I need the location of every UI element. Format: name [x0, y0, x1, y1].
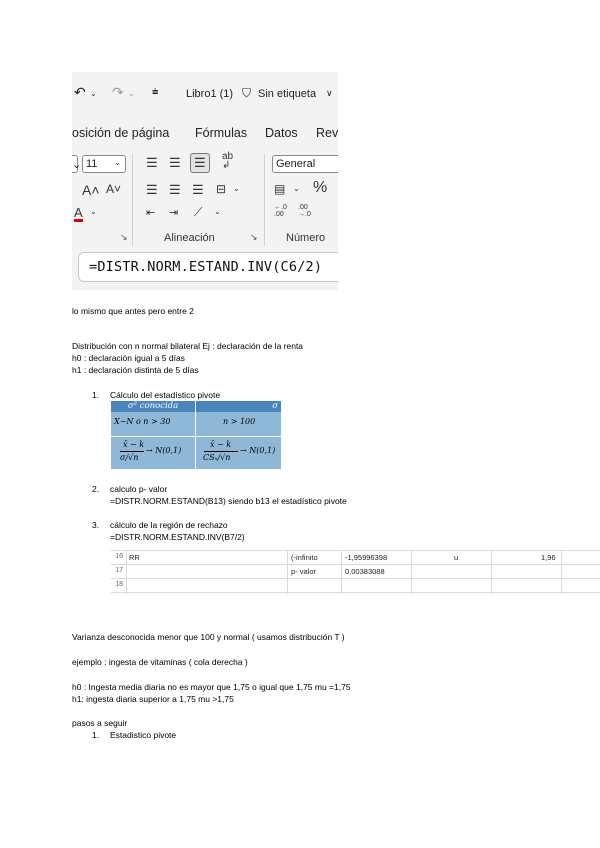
list-number: 2.: [92, 484, 100, 494]
undo-icon[interactable]: ↶: [74, 84, 86, 100]
decimal-inc-bottom: .00: [274, 211, 284, 218]
font-color-dropdown-icon[interactable]: ⌄: [90, 207, 97, 216]
align-middle-icon[interactable]: ☰: [169, 155, 181, 170]
cell[interactable]: RR: [129, 553, 140, 562]
cell[interactable]: (-infinito: [291, 553, 318, 562]
align-left-icon[interactable]: ☰: [146, 182, 158, 197]
pivot-divider: [195, 401, 196, 469]
increase-decimal-icon[interactable]: [274, 204, 287, 218]
font-size-value: 11: [86, 158, 98, 170]
pivot-statistic-table: [111, 401, 281, 469]
grid-line: [111, 578, 600, 579]
number-format-dropdown[interactable]: [272, 155, 338, 173]
font-group-launcher-icon[interactable]: ↘: [120, 232, 128, 242]
pivot-fraction-numerator: x̄ − k: [123, 440, 145, 449]
orientation-dropdown-icon[interactable]: ⌄: [214, 207, 221, 216]
list-number: 3.: [92, 520, 100, 530]
accounting-format-icon[interactable]: ▤: [274, 182, 286, 196]
row-number: 17: [115, 567, 123, 574]
align-top-icon[interactable]: ☰: [146, 155, 158, 170]
list-item-text: Cálculo del estadístico pivote: [110, 390, 221, 400]
redo-dropdown-icon[interactable]: ⌄: [128, 89, 135, 98]
list-item-text: Estadistico pivote: [110, 730, 177, 740]
wrap-text-glyph: ab: [222, 151, 234, 162]
grid-line: [287, 550, 288, 594]
fraction-bar: [204, 451, 238, 452]
font-name-dropdown[interactable]: ⌄: [72, 155, 78, 173]
cell[interactable]: 0,00383088: [345, 567, 385, 576]
font-color-icon[interactable]: A: [74, 205, 83, 220]
cell[interactable]: u: [454, 553, 459, 562]
spreadsheet-fragment: [111, 550, 600, 594]
group-separator: [132, 154, 133, 246]
row-number: 16: [115, 553, 123, 560]
tab-data[interactable]: Datos: [265, 126, 298, 140]
percent-style-icon[interactable]: %: [313, 179, 328, 196]
list-number: 1.: [92, 730, 100, 740]
tab-formulas[interactable]: Fórmulas: [195, 126, 248, 140]
title-bar: [72, 82, 338, 108]
row-number: 18: [115, 581, 123, 588]
grid-line: [111, 550, 600, 551]
wrap-text-icon[interactable]: ab ↲: [222, 151, 234, 171]
cell[interactable]: -1,95996398: [345, 553, 388, 562]
chevron-down-icon: ⌄: [114, 158, 121, 167]
pivot-fraction-denominator: σ/√n: [120, 453, 139, 462]
redo-icon[interactable]: ↷: [112, 84, 124, 100]
cell[interactable]: p- valor: [291, 567, 317, 576]
pivot-header-right: σ: [196, 401, 281, 412]
list-item-subtext: =DISTR.NORM.ESTAND(B13) siendo b13 el estadístico pivote: [110, 496, 347, 506]
increase-indent-icon[interactable]: ⇥: [169, 207, 179, 219]
example-text: ejemplo : ingesta de vitaminas ( cola derecha ): [72, 657, 248, 667]
list-item-subtext: =DISTR.NORM.ESTAND.INV(B7/2): [110, 532, 245, 542]
fraction-bar: [120, 451, 144, 452]
font-size-dropdown[interactable]: [82, 155, 126, 173]
decimal-dec-top: .00: [298, 204, 308, 211]
sensitivity-label[interactable]: Sin etiqueta: [258, 88, 317, 100]
font-grow-icon[interactable]: A˄: [82, 182, 100, 198]
sensitivity-shield-icon[interactable]: ⛉: [242, 86, 252, 100]
list-item-text: calculo p- valor: [110, 484, 168, 494]
pivot-fraction-result: → N(0,1): [146, 446, 182, 455]
decimal-dec-bottom: →.0: [298, 211, 311, 218]
group-label-alignment: Alineación: [164, 232, 215, 244]
align-center-icon[interactable]: ☰: [169, 182, 181, 197]
hypothesis-h0: h0 : declaración igual a 5 días: [72, 353, 185, 363]
grid-line: [111, 592, 600, 593]
number-format-value: General: [276, 158, 316, 170]
merge-dropdown-icon[interactable]: ⌄: [233, 184, 240, 193]
pivot-fraction-denominator: CSₓ/√n: [203, 453, 231, 462]
undo-dropdown-icon[interactable]: ⌄: [90, 89, 97, 98]
list-item-text: cálculo de la región de rechazo: [110, 520, 228, 530]
grid-line: [561, 550, 562, 594]
group-label-number: Número: [286, 232, 326, 244]
grid-line: [491, 550, 492, 594]
list-number: 1.: [92, 390, 100, 400]
steps-title: pasos a seguir: [72, 718, 128, 728]
grid-line: [126, 550, 127, 594]
customize-qat-icon[interactable]: ⩧: [152, 86, 159, 98]
group-separator: [264, 154, 265, 246]
hypothesis-h1: h1 : declaración distinta de 5 días: [72, 365, 199, 375]
pivot-divider: [111, 436, 281, 437]
pivot-header-left: σ² conocida: [111, 401, 195, 412]
decimal-inc-top: ←.0: [274, 204, 287, 211]
align-right-icon[interactable]: ☰: [192, 182, 204, 197]
section2-title: Varianza desconocida menor que 100 y normal ( usamos distribución T ): [72, 632, 345, 642]
grid-line: [411, 550, 412, 594]
pivot-fraction-numerator: x̄ − k: [210, 440, 232, 449]
alignment-group-launcher-icon[interactable]: ↘: [250, 232, 258, 242]
tab-page-layout[interactable]: osición de página: [72, 126, 170, 140]
decrease-indent-icon[interactable]: ⇤: [146, 207, 156, 219]
grid-line: [111, 564, 600, 565]
formula-bar[interactable]: =DISTR.NORM.ESTAND.INV(C6/2): [78, 252, 338, 282]
hypothesis-h1: h1: ingesta diaria superior a 1,75 mu >1,75: [72, 694, 234, 704]
decrease-decimal-icon[interactable]: [298, 204, 311, 218]
intro-text: lo mismo que antes pero entre 2: [72, 306, 194, 316]
file-name: Libro1 (1): [186, 88, 234, 100]
pivot-cell: X~N o n > 30: [114, 417, 171, 426]
cell[interactable]: 1,96: [541, 553, 556, 562]
hypothesis-h0: h0 : Ingesta media diaria no es mayor que 1,75 o igual que 1,75 mu =1,75: [72, 682, 351, 692]
pivot-fraction-result: → N(0,1): [240, 446, 276, 455]
section1-title: Distribución con n normal bilateral Ej : declaración de la renta: [72, 341, 304, 351]
orientation-icon[interactable]: ⟋: [194, 205, 203, 219]
pivot-cell: n > 100: [223, 417, 256, 426]
font-shrink-icon[interactable]: A˅: [106, 182, 122, 196]
label-dropdown-icon[interactable]: ∨: [326, 88, 333, 98]
tab-review[interactable]: Rev: [316, 126, 338, 140]
align-bottom-icon[interactable]: ☰: [190, 153, 210, 173]
grid-line: [341, 550, 342, 594]
accounting-dropdown-icon[interactable]: ⌄: [293, 184, 300, 193]
excel-ribbon-screenshot: [72, 72, 338, 290]
merge-center-icon[interactable]: ⊟: [216, 182, 227, 196]
